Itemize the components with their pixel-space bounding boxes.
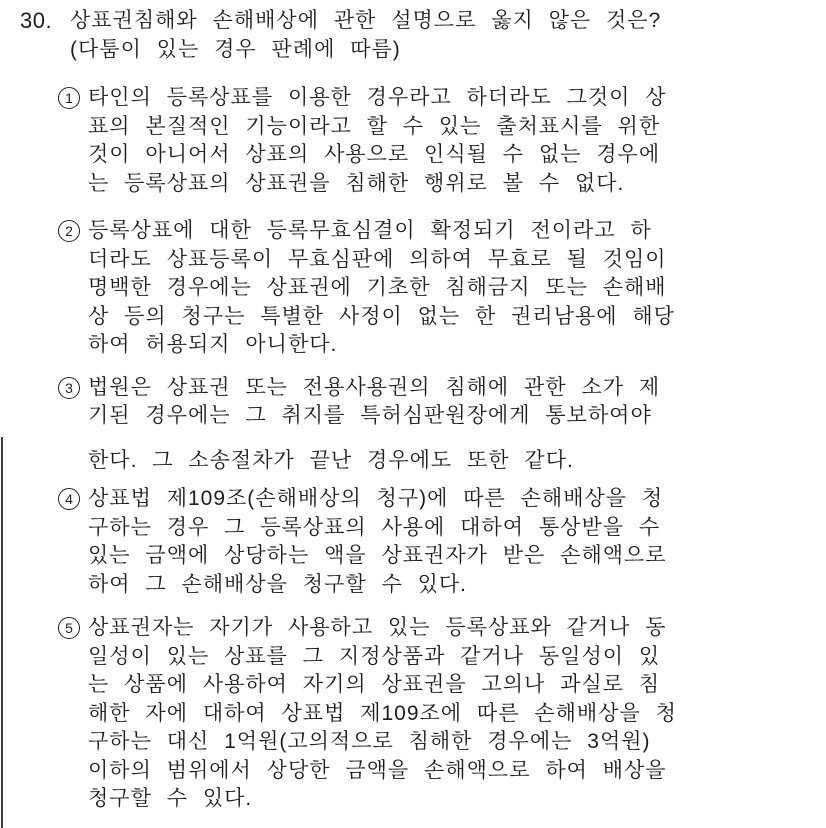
option-text-line: 이하의 범위에서 상당한 금액을 손해액으로 하여 배상을: [88, 758, 667, 782]
option-text: [88, 374, 826, 476]
option-text-line: 더라도 상표등록이 무효심판에 의하여 무효로 될 것임이: [88, 247, 667, 271]
option-row: [58, 217, 826, 360]
option-text-line: 법원은 상표권 또는 전용사용권의 침해에 관한 소가 제: [88, 375, 661, 399]
option-text-line: 상표권자는 자기가 사용하고 있는 등록상표와 같거나 동: [88, 616, 667, 639]
option-text: [88, 485, 826, 599]
option-text-line: 타인의 등록상표를 이용한 경우라고 하더라도 그것이 상: [88, 86, 667, 109]
option-number-marker: 3: [58, 377, 80, 399]
option-text-line: 일성이 있는 상표를 그 지정상품과 같거나 동일성이 있: [88, 644, 661, 668]
options-list: [58, 84, 826, 814]
option-number-marker: 2: [58, 220, 80, 242]
option-text-line: 는 등록상표의 상표권을 침해한 행위로 볼 수 없다.: [88, 171, 625, 195]
option-text-line: 등록상표에 대한 등록무효심결이 확정되기 전이라고 하: [88, 219, 652, 242]
question-title-line: 상표권침해와 손해배상에 관한 설명으로 옳지 않은 것은?: [70, 9, 662, 32]
option-text-line: 는 상품에 사용하여 자기의 상표권을 고의나 과실로 침: [88, 673, 661, 696]
option-marker-column: [58, 217, 88, 242]
option-text-line: 한다. 그 소송절차가 끝난 경우에도 또한 같다.: [88, 448, 574, 472]
option-text-line: 상 등의 청구는 특별한 사정이 없는 한 권리남용에 해당: [88, 304, 675, 328]
option-text-line: 명백한 경우에는 상표권에 기초한 침해금지 또는 손해배: [88, 276, 667, 299]
question-number: 30.: [20, 8, 53, 33]
question-header: [20, 7, 661, 64]
left-scan-line-artifact: [1, 437, 3, 828]
option-row: [58, 485, 826, 599]
option-text-line: 하여 허용되지 아니한다.: [88, 333, 338, 356]
question-title-line: (다툼이 있는 경우 판례에 따름): [70, 37, 401, 61]
option-text-line: 상표법 제109조(손해배상의 청구)에 따른 손해배상을 청: [88, 487, 664, 510]
option-row: [58, 374, 826, 476]
option-number-marker: 4: [58, 488, 80, 510]
option-text-line: 있는 금액에 상당하는 액을 상표권자가 받은 손해액으로: [88, 544, 667, 567]
option-row: [58, 614, 826, 814]
option-marker-column: [58, 485, 88, 510]
option-text: [88, 614, 826, 814]
option-text-line: 기된 경우에는 그 취지를 특허심판원장에게 통보하여야: [88, 404, 652, 427]
option-text-line: 표의 본질적인 기능이라고 할 수 있는 출처표시를 위한: [88, 114, 661, 138]
option-text-line: 해한 자에 대하여 상표법 제109조에 따른 손해배상을 청: [88, 701, 677, 725]
option-number-marker: 1: [58, 87, 80, 109]
option-text-line: 청구할 수 있다.: [88, 787, 253, 810]
option-row: [58, 84, 826, 198]
question-title: [70, 7, 661, 64]
option-text-line: 구하는 대신 1억원(고의적으로 침해한 경우에는 3억원): [88, 730, 651, 753]
option-marker-column: [58, 614, 88, 639]
option-text: [88, 84, 826, 198]
option-marker-column: [58, 84, 88, 109]
option-marker-column: [58, 374, 88, 399]
option-text-line: 하여 그 손해배상을 청구할 수 있다.: [88, 572, 468, 596]
option-text: [88, 217, 826, 360]
option-number-marker: 5: [58, 617, 80, 639]
option-text-line: 것이 아니어서 상표의 사용으로 인식될 수 없는 경우에: [88, 143, 661, 166]
option-text-line: 구하는 경우 그 등록상표의 사용에 대하여 통상받을 수: [88, 515, 661, 539]
